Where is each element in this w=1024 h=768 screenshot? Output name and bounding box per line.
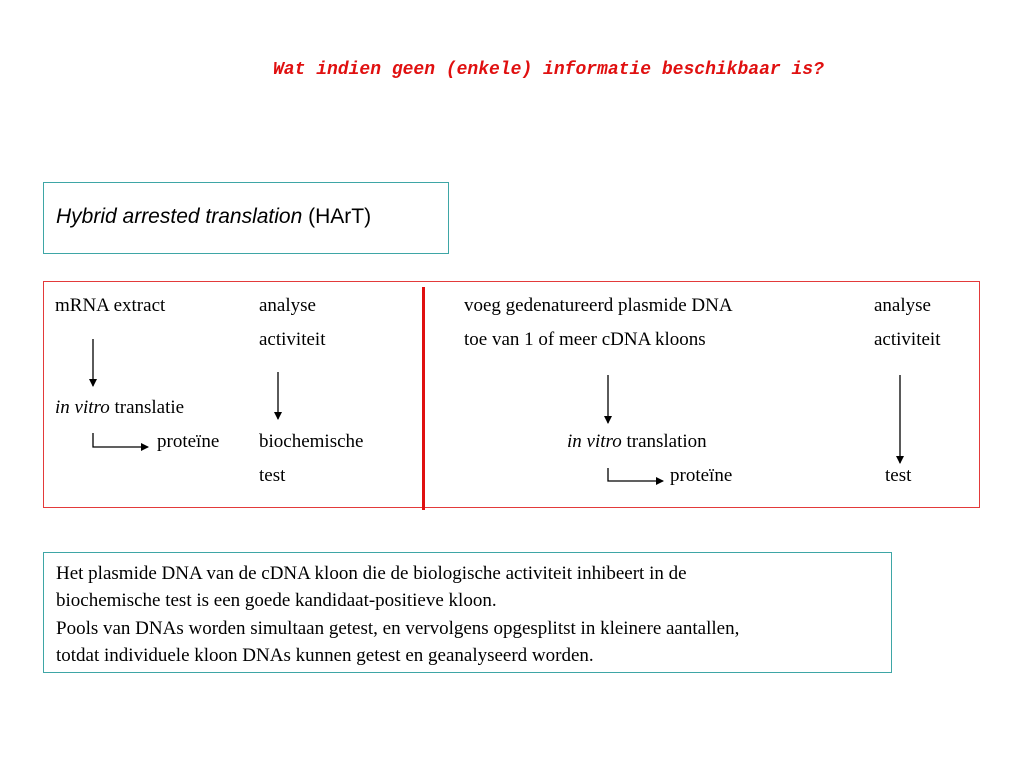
- hart-title-abbr: (HArT): [302, 205, 372, 228]
- label-test-right: test: [885, 465, 912, 486]
- label-translation: translation: [621, 431, 707, 452]
- label-biochemische: biochemische: [259, 431, 364, 452]
- arrow-elbow-to-proteine: [93, 433, 148, 447]
- label-activiteit-left: activiteit: [259, 329, 326, 350]
- explanation-line-2: biochemische test is een goede kandidaat-positieve kloon.: [56, 590, 497, 611]
- label-in-vitro-right: in vitro: [567, 431, 622, 452]
- label-in-vitro-translation: [567, 431, 707, 453]
- label-test-left: test: [259, 465, 286, 486]
- hart-title-italic: Hybrid arrested translation: [56, 205, 303, 228]
- label-mrna-extract: mRNA extract: [55, 295, 166, 316]
- label-analyse-right: analyse: [874, 295, 931, 316]
- label-in-vitro-translatie: [55, 397, 184, 419]
- label-proteine-right: proteïne: [670, 465, 733, 486]
- arrow-elbow-to-proteine-right: [608, 468, 663, 481]
- page-title: Wat indien geen (enkele) informatie beschikbaar is?: [273, 60, 824, 80]
- explanation-line-3: Pools van DNAs worden simultaan getest, en vervolgens opgesplitst in kleinere aantallen,: [56, 618, 740, 639]
- label-voeg-line1: voeg gedenatureerd plasmide DNA: [464, 295, 733, 316]
- label-voeg-line2: toe van 1 of meer cDNA kloons: [464, 329, 706, 350]
- label-activiteit-right: activiteit: [874, 329, 941, 350]
- label-proteine-left: proteïne: [157, 431, 220, 452]
- label-in-vitro-left: in vitro: [55, 397, 110, 418]
- explanation-line-1: Het plasmide DNA van de cDNA kloon die de biologische activiteit inhibeert in de: [56, 563, 687, 584]
- label-translatie: translatie: [109, 397, 185, 418]
- label-analyse-left: analyse: [259, 295, 316, 316]
- explanation-line-4: totdat individuele kloon DNAs kunnen getest en geanalyseerd worden.: [56, 645, 594, 666]
